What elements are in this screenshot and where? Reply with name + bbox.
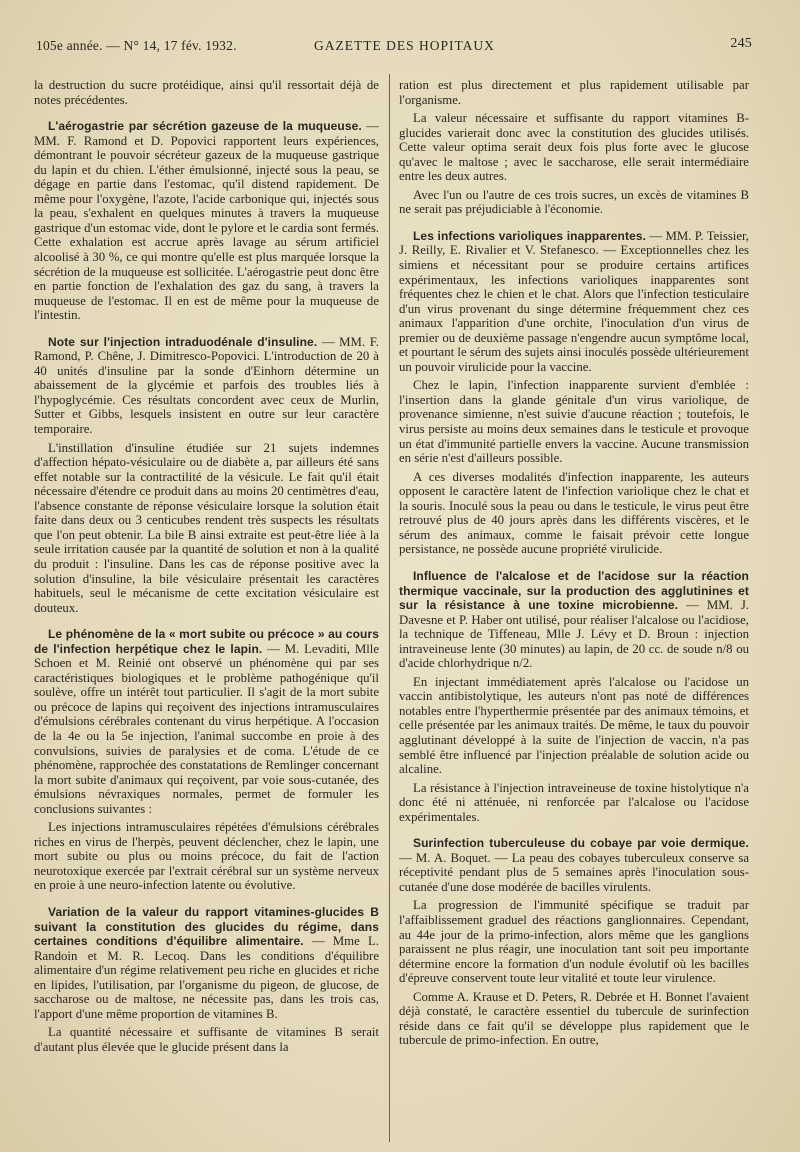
paragraph: Influence de l'alcalose et de l'acidose sur la réaction thermique vaccinale, sur la production des agglutinines et sur la résistance à une toxine microbienne. — MM. J. Davesne et P. Haber ont utilisé, pour réaliser l'alcalose ou l'acidiose, la technique de Tiffeneau, Mlle J. Lévy et D. Broun : injection intraveineuse lente (30 minutes) au lapin, de 20 cc. de soude n/8 ou d'acide chlorhydrique n/2. (399, 568, 749, 671)
section-title: Note sur l'injection intraduodénale d'insuline. (48, 334, 318, 349)
paragraph: Comme A. Krause et D. Peters, R. Debrée et H. Bonnet l'avaient déjà constaté, le caractère essentiel du tubercule de surinfection réside dans ce fait qu'il se développe plus rapidement que le tubercule de primo-infection. En outre, (399, 989, 749, 1048)
paragraph: Le phénomène de la « mort subite ou précoce » au cours de l'infection herpétique chez le lapin. — M. Levaditi, Mlle Schoen et M. Reinié ont observé un phénomène qui par ses caractéristiques biologiques et le problème pathogénique qu'il soulève, offre un intérêt tout particulier. Il s'agit de la mort subite ou précoce de lapins qui reçoivent des injections intramusculaires d'émulsions cérébrales contenant du virus herpétique. A l'occasion de la 4e ou la 5e injection, l'animal succombe en proie à des convulsions, suivies de paralysies et de coma. L'étude de ce phénomène, rapprochée des constatations de Remlinger concernant la mort subite d'animaux qui reçoivent, par voie sous-cutanée, des émulsions névraxiques normales, permet de formuler les conclusions suivantes : (34, 627, 379, 816)
journal-title: GAZETTE DES HOPITAUX (314, 38, 495, 53)
paragraph: ration est plus directement et plus rapidement utilisable par l'organisme. (399, 78, 749, 107)
running-header (36, 34, 752, 56)
page-number: 245 (730, 36, 752, 51)
paragraph: Variation de la valeur du rapport vitamines-glucides B suivant la constitution des glucides du régime, dans certaines conditions d'équilibre alimentaire. — Mme L. Randoin et M. R. Lecoq. Dans les conditions d'équilibre alimentaire d'un régime relativement peu riche en glucides et riche en lipides, l'utilisation, par l'organisme du pigeon, de glucose, de saccharose ou de maltose, ne nécessite pas, dans les trois cas, l'apport d'une même proportion de vitamines B. (34, 904, 379, 1021)
paragraph: Les infections varioliques inapparentes. — MM. P. Teissier, J. Reilly, E. Rivalier et V. Stefanesco. — Exceptionnelles chez les simiens et nécessitant pour se produire certains artifices expérimentaux, les infections varioliques inapparentes sont fréquentes chez le chien et le chat. Alors que l'infection testiculaire d'un virus provenant du singe détermine fréquemment chez ces animaux l'apparition d'une orchite, l'inoculation d'un virus de premier ou de deuxième passage n'engendre aucun symptôme local, et pourtant le sérum des sujets ainsi inoculés possède ultérieurement un pouvoir virulicide pour la vaccine. (399, 228, 749, 374)
paragraph: L'instillation d'insuline étudiée sur 21 sujets indemnes d'affection hépato-vésiculaire ou de diabète a, par ailleurs été sans effet notable sur la contractilité de la vésicule. Le fait qu'il était nécessaire d'étendre ce produit dans au moins 20 centimètres d'eau, l'absence constante de réponse vésiculaire lorsque la solution était faite dans deux ou 3 centicubes rendent très suspects les résultats que l'on peut obtenir. La bile B ainsi extraite est peut-être liée à la seule irritation causée par la quantité de solution et non à la qualité du produit : l'insuline. Dans les cas de réponse positive avec la solution d'insuline, la bile vésiculaire présentait les caractères habituels, seul le mécanisme de cette excitation vésiculaire est douteux. (34, 440, 379, 615)
paragraph: En injectant immédiatement après l'alcalose ou l'acidose un vaccin antibistolytique, les auteurs n'ont pas noté de différences notables entre l'hyperthermie présentée par des animaux témoins, et celle présentée par les animaux traités. De même, le taux du pouvoir agglutinant développé à la suite de l'injection de vaccin, n'a pas semblé être influencé par l'injection préalable de solution acide ou alcaline. (399, 674, 749, 777)
paragraph: Les injections intramusculaires répétées d'émulsions cérébrales riches en virus de l'herpès, peuvent déclencher, chez le lapin, une mort subite ou plus ou moins précoce, du fait de l'action neurotoxique exercée par l'extrait cérébral sur un système nerveux en proie à une neuro-infection latente ou évolutive. (34, 820, 379, 893)
right-column (399, 78, 749, 1144)
section-title: Le phénomène de la « mort subite ou précoce » au cours de l'infection herpétique chez le lapin. (34, 627, 379, 656)
paragraph: Surinfection tuberculeuse du cobaye par voie dermique. — M. A. Boquet. — La peau des cobayes tuberculeux conserve sa réceptivité pendant plus de 5 semaines après l'inoculation sous-cutanée d'une dose modérée de bacilles virulents. (399, 836, 749, 894)
section-title: Influence de l'alcalose et de l'acidose sur la réaction thermique vaccinale, sur la production des agglutinines et sur la résistance à une toxine microbienne. (399, 568, 749, 613)
paragraph: Chez le lapin, l'infection inapparente survient d'emblée : l'insertion dans la glande génitale d'un virus variolique, de provenance simienne, n'est suivie d'aucune réaction ; toutefois, le virus persiste au moins deux semaines dans le testicule et provoque un état d'immunité partielle envers la vaccine. Aucune transmission en série n'est d'ailleurs possible. (399, 378, 749, 466)
paragraph: la destruction du sucre protéidique, ainsi qu'il ressortait déjà de notes précédentes. (34, 78, 379, 107)
paragraph: L'aérogastrie par sécrétion gazeuse de la muqueuse. — MM. F. Ramond et D. Popovici rapportent leurs expériences, démontrant le pouvoir sécréteur gazeux de la muqueuse gastrique du lapin et du chien. L'éther émulsionné, injecté sous la peau, se dégage en partie dans l'estomac, qu'il distend rapidement. De même pour l'oxygène, l'azote, l'acide carbonique qui, injectés sous la peau, s'exhalent en quelques minutes à travers la muqueuse gastrique d'un estomac vide, dont le pylore et le cardia sont fermés. Cette exhalation est accrue après lavage au sérum artificiel alcoolisé à 30 %, ce qui montre qu'elle est plus marquée lorsque la sécrétion de la muqueuse est sollicitée. L'aérogastrie peut donc être en partie fonction de l'exhalation des gaz du sang, à travers la muqueuse de l'estomac. Il en est de même pour la muqueuse de l'intestin. (34, 119, 379, 323)
section-title: L'aérogastrie par sécrétion gazeuse de la muqueuse. (48, 119, 362, 134)
paragraph: La quantité nécessaire et suffisante de vitamines B serait d'autant plus élevée que le glucide présent dans la (34, 1025, 379, 1054)
paragraph: Note sur l'injection intraduodénale d'insuline. — MM. F. Ramond, P. Chêne, J. Dimitresco-Popovici. L'introduction de 20 à 40 unités d'insuline par la sonde d'Einhorn détermine un abaissement de la glycémie et parfois des troubles liés à l'hypoglycémie. Ces résultats concordent avec ceux de Murlin, Sutter et Gibbs, lesquels insistent en outre sur leur caractère temporaire. (34, 334, 379, 437)
paragraph: A ces diverses modalités d'infection inapparente, les auteurs opposent le caractère latent de l'infection variolique chez le chat et la souris. Inoculé sous la peau ou dans le testicule, le virus peut être retrouvé plus de 40 jours après dans les différents viscères, et le sérum des animaux, comme le faisait prévoir cette longue persistance, ne possède aucune propriété virulicide. (399, 469, 749, 557)
column-divider (389, 74, 390, 1142)
paragraph: La progression de l'immunité spécifique se traduit par l'affaiblissement graduel des réactions ganglionnaires. Cependant, au 44e jour de la primo-infection, alors même que les ganglions paraissent ne plus réagir, une inoculation tant soit peu importante détermine encore la formation d'un nodule évolutif où les bacilles d'épreuve conservent toute leur vitalité et toute leur virulence. (399, 898, 749, 986)
paragraph: La valeur nécessaire et suffisante du rapport vitamines B-glucides varierait donc avec la constitution des glucides utilisés. Cette valeur optima serait deux fois plus forte avec le glucose qu'avec le maltose ; avec le saccharose, elle serait intermédiaire entre les deux autres. (399, 111, 749, 184)
left-column (34, 78, 379, 1144)
issue-info: 105e année. — N° 14, 17 fév. 1932. (36, 38, 237, 53)
paragraph: La résistance à l'injection intraveineuse de toxine histolytique n'a donc été ni atténuée, ni renforcée par l'alcalose ou l'acidose expérimentales. (399, 780, 749, 824)
section-title: Variation de la valeur du rapport vitamines-glucides B suivant la constitution des glucides du régime, dans certaines conditions d'équilibre alimentaire. (34, 904, 379, 949)
section-title: Les infections varioliques inapparentes. (413, 228, 647, 243)
paragraph: Avec l'un ou l'autre de ces trois sucres, un excès de vitamines B ne serait pas préjudiciable à l'économie. (399, 187, 749, 217)
section-title: Surinfection tuberculeuse du cobaye par voie dermique. (413, 836, 749, 851)
